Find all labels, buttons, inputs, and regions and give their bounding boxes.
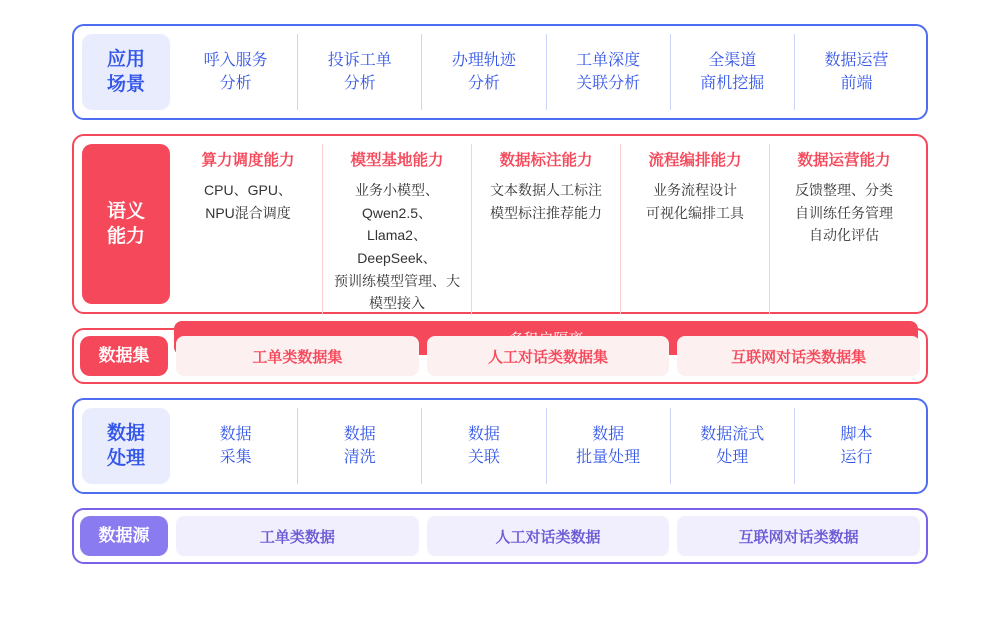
- data-processing-cells: [174, 408, 918, 484]
- layer-label-datasets: 数据集: [80, 336, 168, 376]
- application-scenario-item[interactable]: [421, 34, 545, 110]
- semantic-capability-content: [174, 144, 918, 312]
- capability-card-data-operations[interactable]: [769, 144, 918, 315]
- capability-body-line2: Llama2、DeepSeek、: [357, 227, 437, 267]
- item-line2: 批量处理: [576, 449, 641, 466]
- item-line2: 处理: [716, 449, 749, 466]
- item-line2: 分析: [219, 75, 252, 92]
- capability-title: 数据运营能力: [797, 152, 891, 169]
- data-processing-item[interactable]: [546, 408, 670, 484]
- layer-semantic-capability: [72, 134, 928, 314]
- capability-body-line1: 文本数据人工标注: [490, 182, 602, 198]
- layer-label-line2: 能力: [106, 226, 145, 247]
- data-processing-item[interactable]: [297, 408, 421, 484]
- item-line1: 呼入服务: [203, 51, 268, 69]
- item-line2: 关联: [467, 449, 500, 466]
- capability-body-line2: 可视化编排工具: [646, 204, 744, 221]
- capability-body-line2: 模型标注推荐能力: [490, 204, 602, 221]
- item-line1: 办理轨迹: [451, 51, 516, 69]
- data-source-item-ticket[interactable]: 工单类数据: [176, 516, 419, 556]
- item-line1: 脚本: [840, 425, 873, 443]
- data-source-item-human-dialogue[interactable]: 人工对话类数据: [427, 516, 670, 556]
- item-line1: 数据: [592, 425, 625, 443]
- item-line1: 数据: [219, 425, 252, 443]
- capability-card-data-annotation[interactable]: [471, 144, 620, 315]
- item-line2: 分析: [343, 75, 376, 92]
- application-scenario-item[interactable]: [670, 34, 794, 110]
- data-processing-item[interactable]: [421, 408, 545, 484]
- layer-data-processing: [72, 398, 928, 494]
- item-line1: 数据: [467, 425, 500, 443]
- item-line1: 数据运营: [824, 51, 889, 69]
- capability-card-model-base[interactable]: [322, 144, 471, 315]
- capability-body-line2: NPU混合调度: [205, 204, 291, 221]
- dataset-cells: [176, 336, 920, 376]
- item-line1: 数据: [343, 425, 376, 443]
- item-line2: 关联分析: [576, 75, 641, 92]
- capability-body: [490, 179, 602, 224]
- layer-label-data-sources: 数据源: [80, 516, 168, 556]
- layer-label-application-scenarios: [82, 34, 170, 110]
- capability-body-line3: 预训练模型管理、大模型接入: [334, 272, 460, 312]
- item-line2: 分析: [467, 75, 500, 92]
- capability-body: [795, 179, 893, 247]
- capability-body-line2: 自训练任务管理: [795, 204, 893, 221]
- application-scenario-item[interactable]: [297, 34, 421, 110]
- item-line2: 前端: [840, 75, 873, 92]
- layer-label-line1: 数据: [106, 422, 145, 444]
- item-line2: 采集: [219, 449, 252, 466]
- layer-label-semantic-capability: [82, 144, 170, 304]
- capability-title: 流程编排能力: [648, 152, 742, 169]
- data-processing-item[interactable]: [794, 408, 918, 484]
- application-scenario-item[interactable]: [174, 34, 297, 110]
- layer-label-line2: 处理: [106, 448, 145, 469]
- layer-datasets: [72, 328, 928, 384]
- data-source-cells: [176, 516, 920, 556]
- item-line2: 清洗: [343, 449, 376, 466]
- capability-card-compute-scheduling[interactable]: [174, 144, 322, 315]
- application-scenario-cells: [174, 34, 918, 110]
- item-line2: 商机挖掘: [700, 75, 765, 92]
- layer-application-scenarios: [72, 24, 928, 120]
- dataset-item-human-dialogue[interactable]: 人工对话类数据集: [427, 336, 670, 376]
- semantic-capability-cells: [174, 144, 918, 315]
- capability-title: 模型基地能力: [350, 152, 444, 169]
- capability-body: [204, 179, 292, 224]
- capability-body-line1: 反馈整理、分类: [795, 182, 893, 198]
- capability-title: 数据标注能力: [499, 152, 593, 169]
- data-processing-item[interactable]: [670, 408, 794, 484]
- architecture-diagram: [0, 24, 1000, 644]
- layer-data-sources: [72, 508, 928, 564]
- data-processing-item[interactable]: [174, 408, 297, 484]
- capability-title: 算力调度能力: [201, 152, 295, 169]
- item-line1: 数据流式: [700, 425, 765, 443]
- layer-label-line2: 场景: [106, 74, 145, 95]
- dataset-item-ticket[interactable]: 工单类数据集: [176, 336, 419, 376]
- capability-body: [646, 179, 744, 224]
- layer-label-line1: 语义: [106, 200, 145, 222]
- item-line1: 工单深度: [576, 51, 641, 69]
- application-scenario-item[interactable]: [546, 34, 670, 110]
- item-line2: 运行: [840, 449, 873, 466]
- layer-label-data-processing: [82, 408, 170, 484]
- application-scenario-item[interactable]: [794, 34, 918, 110]
- capability-body-line1: 业务小模型、Qwen2.5、: [355, 182, 439, 221]
- capability-body-line1: 业务流程设计: [653, 182, 737, 198]
- item-line1: 全渠道: [708, 51, 757, 69]
- dataset-item-internet-dialogue[interactable]: 互联网对话类数据集: [677, 336, 920, 376]
- item-line1: 投诉工单: [327, 51, 392, 69]
- layer-label-line1: 应用: [106, 48, 145, 70]
- data-source-item-internet-dialogue[interactable]: 互联网对话类数据: [677, 516, 920, 556]
- capability-body-line1: CPU、GPU、: [204, 182, 292, 198]
- capability-card-process-orchestration[interactable]: [620, 144, 769, 315]
- capability-body: [329, 179, 465, 315]
- capability-body-line3: 自动化评估: [809, 227, 879, 244]
